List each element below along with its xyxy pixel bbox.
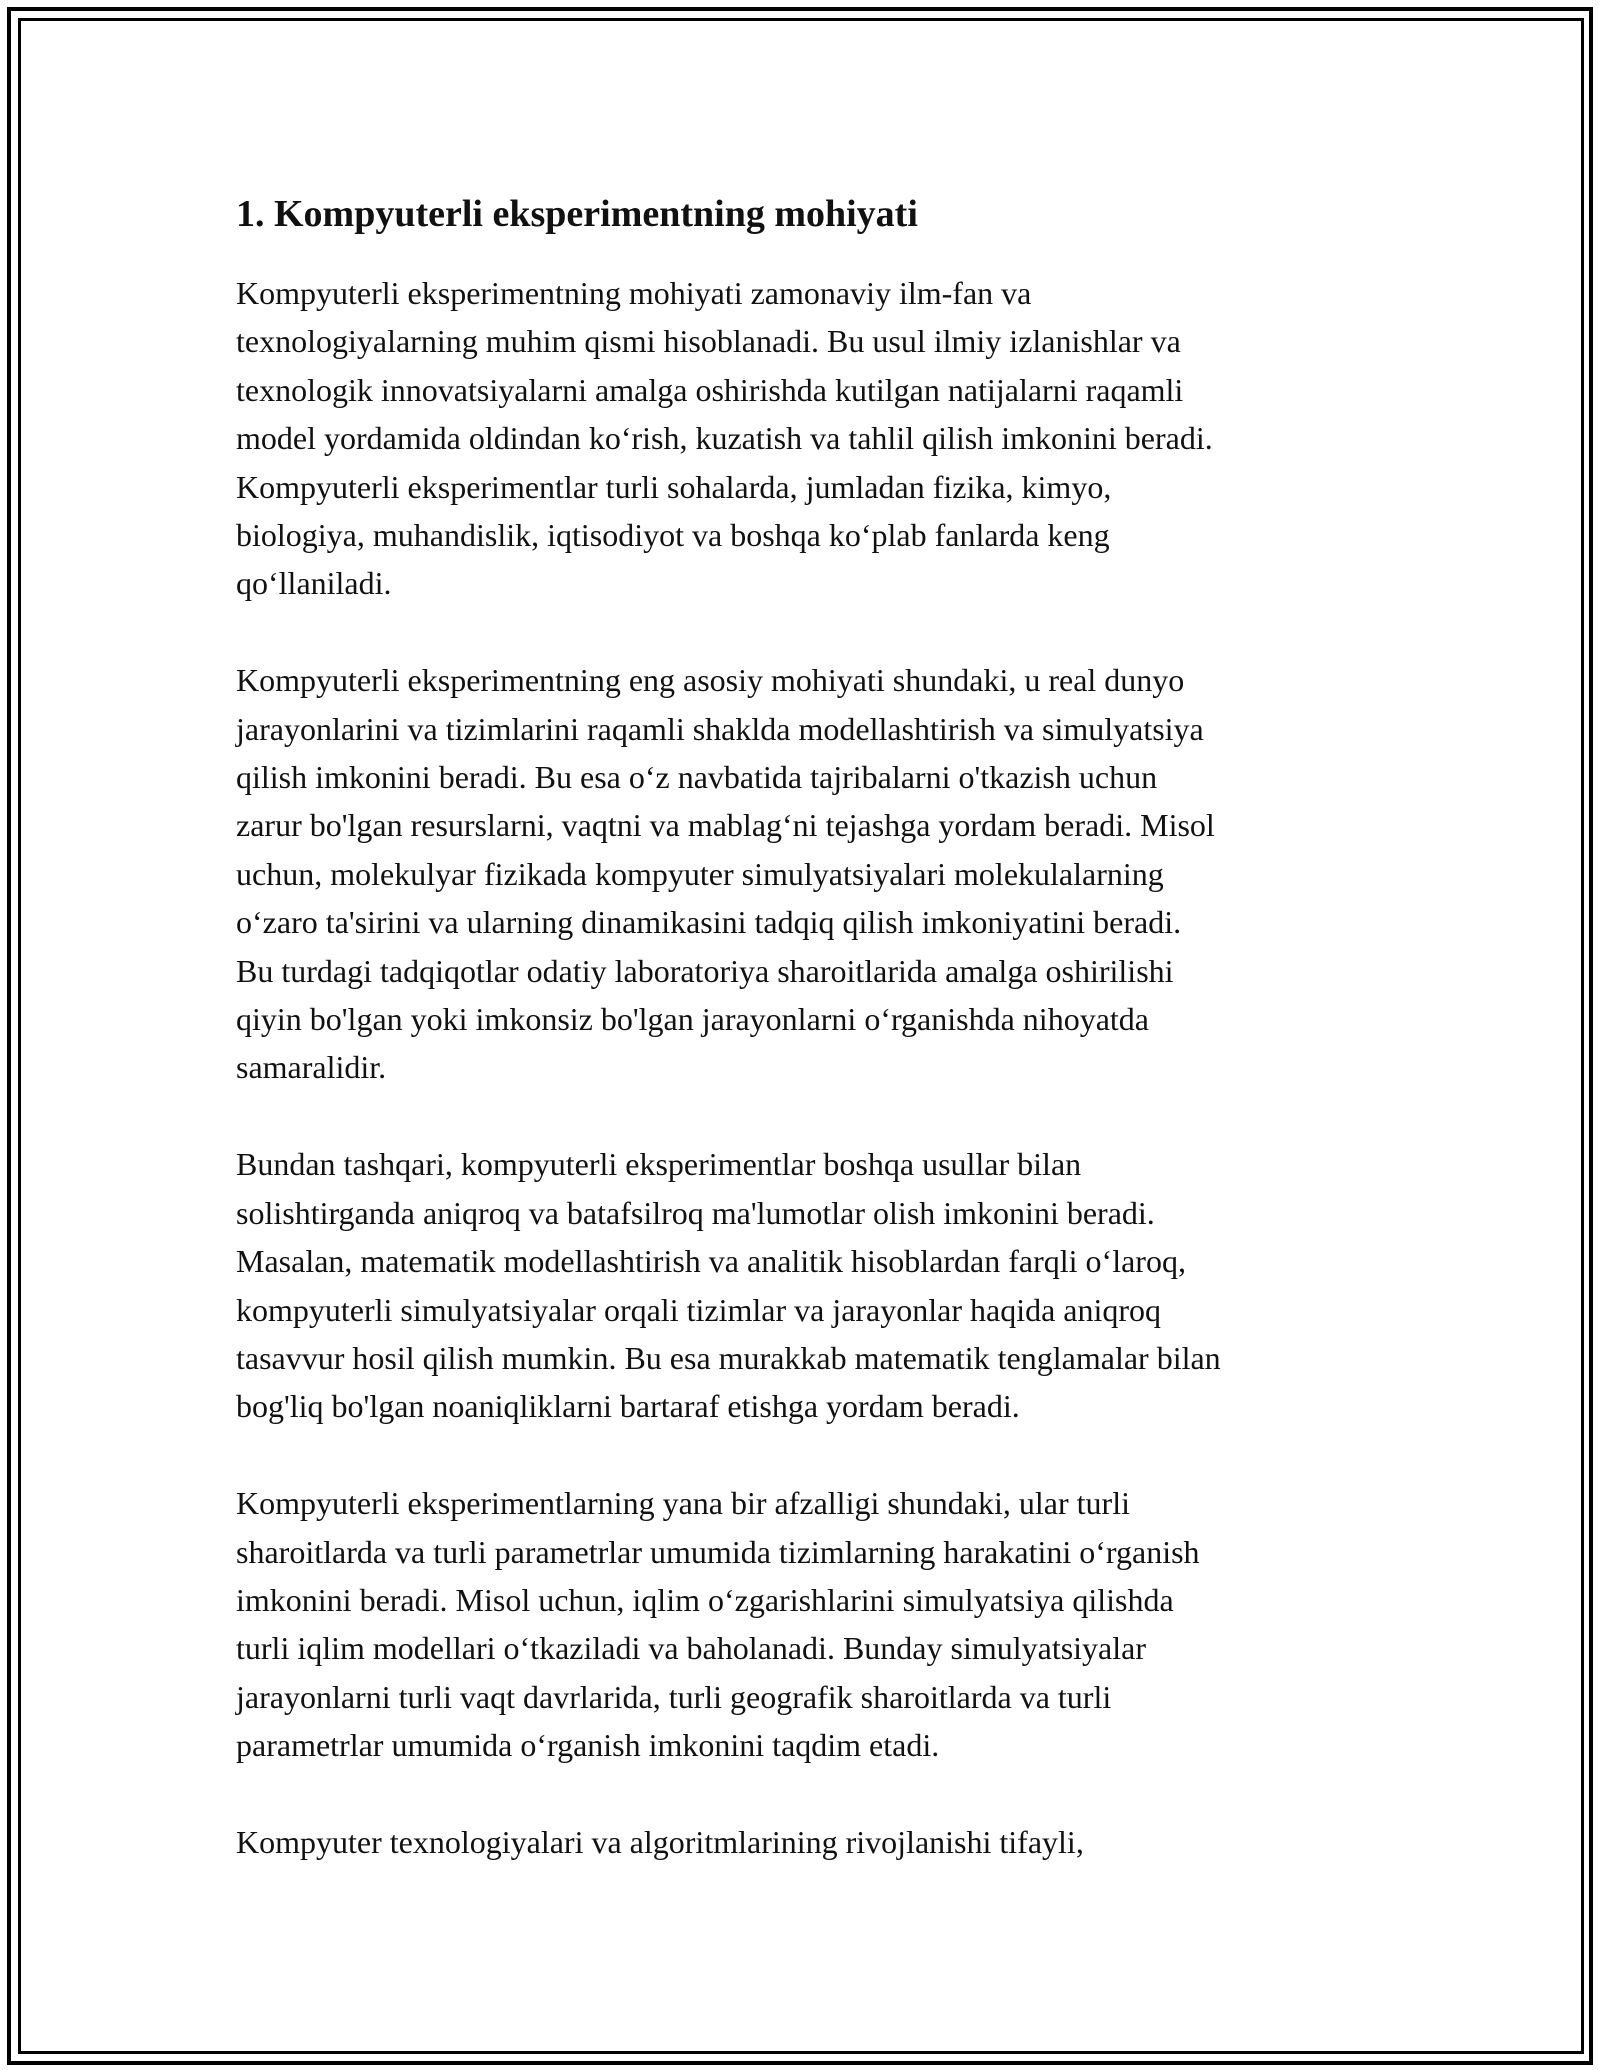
text-line: Masalan, matematik modellashtirish va analitik hisoblardan farqli o‘laroq, xyxy=(236,1243,1186,1280)
text-line: qo‘llaniladi. xyxy=(236,565,392,602)
paragraph xyxy=(236,656,1376,1092)
text-line: qilish imkonini beradi. Bu esa o‘z navbatida tajribalarni o'tkazish uchun xyxy=(236,759,1158,796)
text-line: qiyin bo'lgan yoki imkonsiz bo'lgan jarayonlarni o‘rganishda nihoyatda xyxy=(236,1001,1149,1038)
text-line: kompyuterli simulyatsiyalar orqali tizimlar va jarayonlar haqida aniqroq xyxy=(236,1291,1162,1328)
text-line: texnologik innovatsiyalarni amalga oshirishda kutilgan natijalarni raqamli xyxy=(236,371,1184,408)
text-line: biologiya, muhandislik, iqtisodiyot va boshqa ko‘plab fanlarda keng xyxy=(236,517,1110,554)
text-line: zarur bo'lgan resurslarni, vaqtni va mablag‘ni tejashga yordam beradi. Misol xyxy=(236,807,1215,844)
paragraph xyxy=(236,1479,1376,1769)
text-line: model yordamida oldindan ko‘rish, kuzatish va tahlil qilish imkonini beradi. xyxy=(236,420,1213,457)
text-line: jarayonlarini va tizimlarini raqamli shaklda modellashtirish va simulyatsiya xyxy=(236,710,1204,747)
text-line: uchun, molekulyar fizikada kompyuter simulyatsiyalari molekulalarning xyxy=(236,855,1164,892)
section-heading: 1. Kompyuterli eksperimentning mohiyati xyxy=(236,193,918,235)
text-line: imkonini beradi. Misol uchun, iqlim o‘zgarishlarini simulyatsiya qilishda xyxy=(236,1581,1174,1618)
text-line: samaralidir. xyxy=(236,1049,387,1086)
text-line: o‘zaro ta'sirini va ularning dinamikasini tadqiq qilish imkoniyatini beradi. xyxy=(236,904,1182,941)
text-line: sharoitlarda va turli parametrlar umumida tizimlarning harakatini o‘rganish xyxy=(236,1533,1200,1570)
text-line: jarayonlarni turli vaqt davrlarida, turli geografik sharoitlarda va turli xyxy=(236,1678,1112,1715)
text-line: Kompyuterli eksperimentning mohiyati zamonaviy ilm-fan va xyxy=(236,275,1032,311)
document-body xyxy=(236,185,1376,1915)
text-line: Kompyuterli eksperimentlarning yana bir afzalligi shundaki, ular turli xyxy=(236,1485,1130,1522)
text-line: turli iqlim modellari o‘tkaziladi va baholanadi. Bunday simulyatsiyalar xyxy=(236,1630,1146,1667)
text-line: texnologiyalarning muhim qismi hisoblanadi. Bu usul ilmiy izlanishlar va xyxy=(236,323,1181,360)
text-line: bog'liq bo'lgan noaniqliklarni bartaraf etishga yordam beradi. xyxy=(236,1388,1020,1425)
text-line: Kompyuterli eksperimentning eng asosiy mohiyati shundaki, u real dunyo xyxy=(236,662,1185,699)
paragraph xyxy=(236,1140,1376,1430)
text-line: Kompyuter texnologiyalari va algoritmlarining rivojlanishi tifayli, xyxy=(236,1823,1084,1860)
text-line: Bundan tashqari, kompyuterli eksperimentlar boshqa usullar bilan xyxy=(236,1146,1082,1183)
paragraph-list xyxy=(236,269,1376,1866)
text-line: solishtirganda aniqroq va batafsilroq ma'lumotlar olish imkonini beradi. xyxy=(236,1194,1155,1231)
text-line: Kompyuterli eksperimentlar turli sohalarda, jumladan fizika, kimyo, xyxy=(236,468,1112,505)
paragraph xyxy=(236,269,1376,608)
paragraph xyxy=(236,1818,1376,1866)
text-line: Bu turdagi tadqiqotlar odatiy laboratoriya sharoitlarida amalga oshirilishi xyxy=(236,952,1174,989)
text-line: tasavvur hosil qilish mumkin. Bu esa murakkab matematik tenglamalar bilan xyxy=(236,1339,1221,1376)
text-line: parametrlar umumida o‘rganish imkonini taqdim etadi. xyxy=(236,1727,940,1764)
